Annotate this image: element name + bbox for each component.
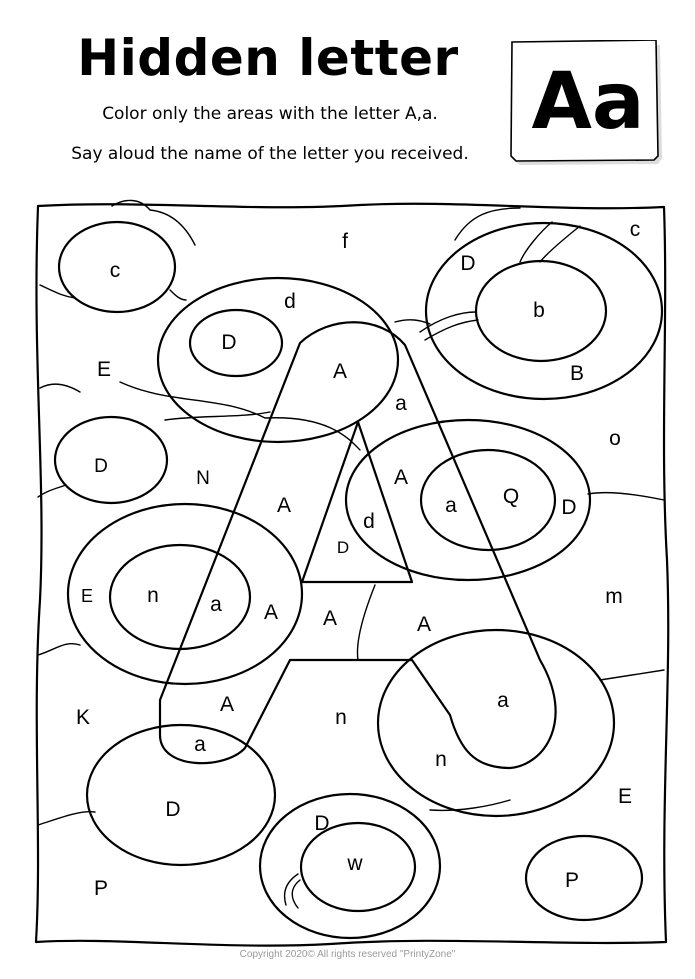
puzzle-letter: B <box>569 362 585 385</box>
puzzle-letter: A <box>322 607 338 630</box>
instruction-color: Color only the areas with the letter A,a. <box>102 104 438 124</box>
copyright-footer: Copyright 2020© All rights reserved "PrintyZone" <box>239 949 456 960</box>
puzzle-frame <box>36 204 668 946</box>
puzzle-letter: N <box>196 468 210 489</box>
puzzle-letter: A <box>263 601 279 624</box>
card-letters: Aa <box>531 57 645 147</box>
puzzle-letter: b <box>533 299 545 322</box>
puzzle-letter: a <box>194 733 206 756</box>
puzzle-letter: n <box>147 584 159 607</box>
puzzle-letter: n <box>435 748 447 771</box>
puzzle-letter: A <box>276 494 292 517</box>
puzzle-letter: m <box>605 585 623 608</box>
puzzle-letter: A <box>219 693 235 716</box>
puzzle-letter: a <box>497 689 509 712</box>
region-circle <box>110 545 250 649</box>
puzzle-letter: D <box>221 331 237 354</box>
page-title: Hidden letter <box>77 29 459 87</box>
puzzle-letter: c <box>629 218 641 241</box>
region-circle <box>526 836 642 920</box>
puzzle-letter: D <box>460 252 476 275</box>
instruction-say-aloud: Say aloud the name of the letter you received. <box>71 144 469 164</box>
puzzle-letter: c <box>109 259 121 282</box>
puzzle-letter: a <box>210 593 222 616</box>
puzzle-letter: K <box>75 706 91 729</box>
puzzle-letter: f <box>342 230 348 253</box>
region-circle <box>55 417 167 503</box>
puzzle-letter: A <box>416 613 432 636</box>
region-circle <box>346 420 590 580</box>
puzzle-letter: E <box>617 785 633 808</box>
puzzle-letter: A <box>393 466 409 489</box>
region-circle <box>421 450 555 550</box>
puzzle-letter: o <box>609 427 621 450</box>
puzzle-letter: D <box>165 798 181 821</box>
puzzle-letter: w <box>347 852 363 875</box>
puzzle-letter: a <box>445 494 457 517</box>
puzzle-letter: n <box>335 706 347 729</box>
puzzle-letter: P <box>564 869 580 892</box>
puzzle-letter: E <box>80 586 94 606</box>
puzzle-letter: D <box>94 456 108 477</box>
puzzle-letter: D <box>561 496 577 519</box>
region-circle <box>68 504 302 684</box>
puzzle-letter: d <box>284 290 296 313</box>
puzzle-letter: P <box>93 877 109 900</box>
puzzle-letter: A <box>332 360 348 383</box>
puzzle-letter: a <box>395 392 407 415</box>
puzzle-letter: E <box>96 358 112 381</box>
puzzle-letter: d <box>363 510 375 533</box>
puzzle-letter: Q <box>502 485 520 508</box>
puzzle-letter: D <box>336 538 350 557</box>
puzzle-letter: D <box>314 812 330 835</box>
region-circle <box>378 630 614 816</box>
